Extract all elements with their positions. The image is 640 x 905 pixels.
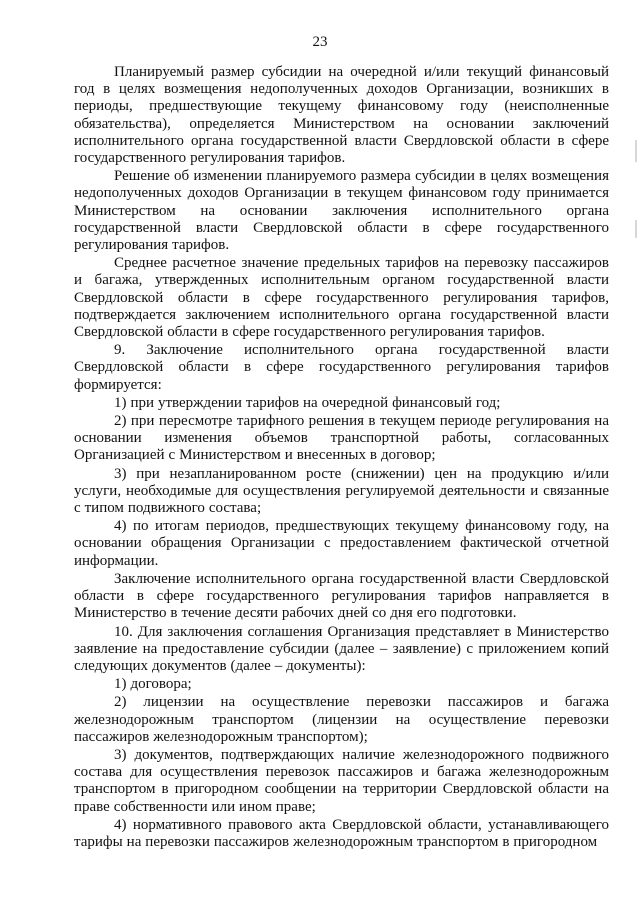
scan-edge-marks: [634, 140, 638, 300]
page-number: 23: [312, 34, 328, 50]
paragraph-subsidy-change-decision: Решение об изменении планируемого размера субсидии в целях возмещения недополученных доходов Организации в текущем финансовом году принимается Министерством на основании заключения исполнительного органа государственной власти Свердловской области в сфере государственного регулирования тарифов.: [74, 168, 609, 254]
paragraph-item-10-heading: 10. Для заключения соглашения Организация представляет в Министерство заявление на предоставление субсидии (далее – заявление) с приложением копий следующих документов (далее – документы):: [74, 623, 609, 674]
paragraph-item-9-heading: 9. Заключение исполнительного органа государственной власти Свердловской области в сфере государственного регулирования тарифов формируется:: [74, 342, 609, 393]
paragraph-item-9-sub-2: 2) при пересмотре тарифного решения в текущем периоде регулирования на основании изменения объемов транспортной работы, согласованных Организацией с Министерством и внесенных в договор;: [74, 413, 609, 464]
paragraph-item-10-sub-1: 1) договора;: [114, 676, 192, 693]
paragraph-item-10-sub-2: 2) лицензии на осуществление перевозки пассажиров и багажа железнодорожным транспортом (лицензии на осуществление перевозки пассажиров железнодорожным транспортом);: [74, 694, 609, 745]
paragraph-item-9-sub-4: 4) по итогам периодов, предшествующих текущему финансовому году, на основании обращения Организации с предоставлением фактической отчетной информации.: [74, 518, 609, 569]
document-body: [74, 64, 609, 852]
scan-mark: [635, 220, 637, 238]
paragraph-item-9-sub-3: 3) при незапланированном росте (снижении) цен на продукцию и/или услуги, необходимые для осуществления регулируемой деятельности и связанные с типом подвижного состава;: [74, 465, 609, 517]
scan-mark: [635, 140, 637, 162]
paragraph-conclusion-sent: Заключение исполнительного органа государственной власти Свердловской области в сфере государственного регулирования тарифов направляется в Министерство в течение десяти рабочих дней со дня его подготовки.: [74, 570, 609, 622]
paragraph-item-10-sub-4: 4) нормативного правового акта Свердловской области, устанавливающего тарифы на перевозки пассажиров железнодорожным транспортом в пригородном: [74, 816, 609, 850]
paragraph-subsidy-size: Планируемый размер субсидии на очередной и/или текущий финансовый год в целях возмещения недополученных доходов Организации, возникших в периоды, предшествующие текущему финансовому году (неисполненные обязательства), определяется Министерством на основании заключений исполнительного органа государственной власти Свердловской области в сфере государственного регулирования тарифов.: [74, 64, 609, 167]
paragraph-item-10-sub-3: 3) документов, подтверждающих наличие железнодорожного подвижного состава для осуществления перевозок пассажиров и багажа железнодорожным транспортом в пригородном сообщении на территории Свердловской области на праве собственности или ином праве;: [74, 746, 609, 815]
paragraph-item-9-sub-1: 1) при утверждении тарифов на очередной финансовый год;: [114, 394, 501, 411]
paragraph-average-tariff: Среднее расчетное значение предельных тарифов на перевозку пассажиров и багажа, утвержденных исполнительным органом государственной власти Свердловской области в сфере государственного регулирования тарифов, подтверждается заключением исполнительного органа государственной власти Свердловской области в сфере государственного регулирования тарифов.: [74, 255, 609, 341]
